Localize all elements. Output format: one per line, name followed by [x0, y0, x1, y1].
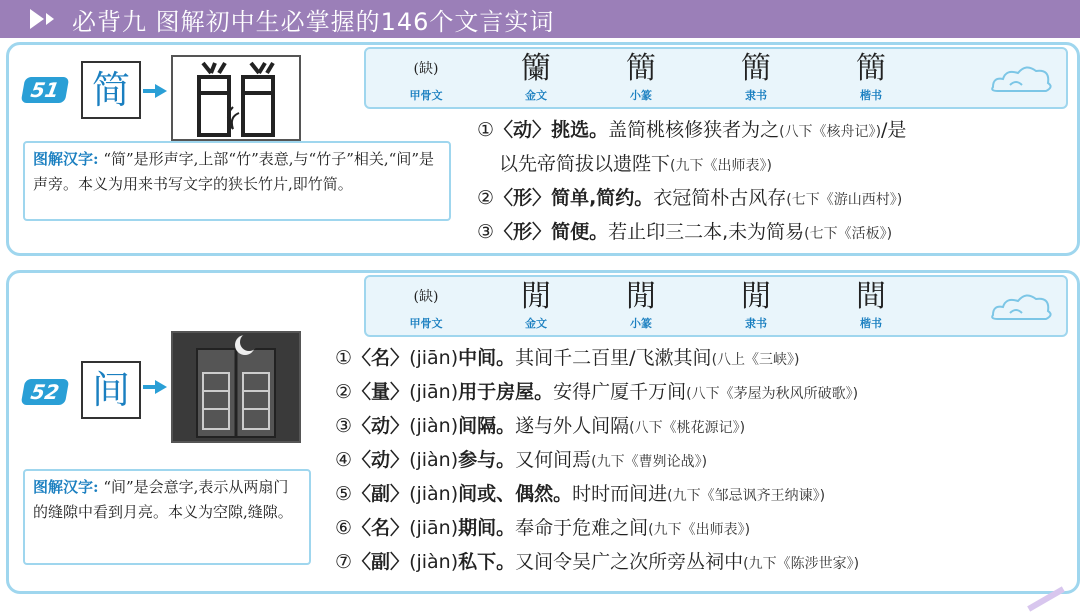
script-forms-bar: [364, 275, 1068, 337]
script-clerical: [716, 279, 796, 331]
script-glyph: 閒: [521, 279, 551, 314]
play-small-icon: [46, 13, 54, 25]
def-example: 衣冠简朴古风存: [653, 187, 787, 209]
definition-row: 以先帝简拔以遗陛下(九下《出师表》): [499, 153, 772, 175]
script-label: 甲骨文: [409, 317, 443, 330]
def-tail: /是: [881, 119, 907, 141]
bamboo-slip-pictograph: [171, 55, 301, 141]
definition-row: ⑦〈副〉(jiàn)私下。又间令吴广之次所旁丛祠中(九下《陈涉世家》): [335, 551, 860, 573]
def-example: 以先帝简拔以遗陛下: [499, 153, 671, 175]
def-pinyin: (jiān): [409, 347, 459, 369]
def-source: 九下《曹刿论战》: [596, 454, 702, 470]
arrow-right-icon: [155, 380, 167, 394]
def-pos: 〈动〉: [352, 415, 410, 437]
def-pos: 〈形〉: [494, 221, 552, 243]
script-label: 隶书: [745, 89, 767, 102]
def-meaning: 参与。: [458, 449, 516, 471]
cloud-icon: [988, 285, 1058, 325]
def-pos: 〈副〉: [352, 483, 410, 505]
arrow-line: [143, 89, 155, 93]
script-bronze: [496, 279, 576, 331]
def-example: 时时而间进: [572, 483, 668, 505]
def-number: ③: [335, 415, 353, 437]
definition-row: ⑤〈副〉(jiàn)间或、偶然。时时而间进(九下《邹忌讽齐王纳谏》): [335, 483, 826, 505]
explanation-heading: 图解汉字:: [33, 150, 99, 168]
script-label: 甲骨文: [409, 89, 443, 102]
explanation-text: “间”是会意字,表示从两扇门的缝隙中看到月亮。本义为空隙,缝隙。: [33, 478, 293, 521]
definition-row: ①〈名〉(jiān)中间。其间千二百里/飞漱其间(八上《三峡》): [335, 347, 800, 369]
def-meaning: 用于房屋。: [458, 381, 554, 403]
def-pos: 〈量〉: [352, 381, 410, 403]
def-number: ⑦: [335, 551, 353, 573]
def-example: 安得广厦千万间: [553, 381, 687, 403]
definition-row: ③〈形〉简便。若止印三二本,未为简易(七下《活板》): [477, 221, 893, 243]
def-number: ①: [477, 119, 495, 141]
def-example: 又何间焉: [515, 449, 592, 471]
script-glyph: 簡: [741, 51, 771, 86]
definitions-list: [335, 341, 859, 579]
def-number: ②: [335, 381, 353, 403]
script-glyph: (缺): [413, 61, 439, 77]
definition-row: ②〈形〉简单,简约。衣冠简朴古风存(七下《游山西村》): [477, 187, 903, 209]
def-source: 八上《三峡》: [717, 352, 795, 368]
def-example: 若止印三二本,未为简易: [608, 221, 805, 243]
script-bronze: [496, 51, 576, 103]
script-regular: [831, 51, 911, 103]
def-meaning: 间或、偶然。: [458, 483, 573, 505]
def-source: 八下《桃花源记》: [634, 420, 740, 436]
def-source: 九下《邹忌讽齐王纳谏》: [672, 488, 820, 504]
def-pos: 〈动〉: [494, 119, 552, 141]
cloud-icon: [988, 57, 1058, 97]
play-icon: [30, 9, 44, 29]
door-moon-pictograph: [171, 331, 301, 443]
def-meaning: 简便。: [551, 221, 609, 243]
def-example: 盖简桃核修狭者为之: [608, 119, 780, 141]
entry-number-badge: 51: [21, 77, 70, 103]
script-label: 金文: [525, 89, 547, 102]
definitions-list: [477, 113, 906, 249]
def-pos: 〈动〉: [352, 449, 410, 471]
headword-char: 简: [81, 61, 141, 119]
def-meaning: 私下。: [458, 551, 516, 573]
def-meaning: 挑选。: [551, 119, 609, 141]
definition-row: ②〈量〉(jiān)用于房屋。安得广厦千万间(八下《茅屋为秋风所破歌》): [335, 381, 859, 403]
def-source: 九下《出师表》: [653, 522, 745, 538]
definition-row: ③〈动〉(jiàn)间隔。遂与外人间隔(八下《桃花源记》): [335, 415, 746, 437]
def-pos: 〈名〉: [352, 517, 410, 539]
def-example: 又间令吴广之次所旁丛祠中: [515, 551, 744, 573]
header-bar: [0, 0, 1080, 38]
def-example: 奉命于危难之间: [515, 517, 649, 539]
entry-panel-51: [6, 42, 1080, 256]
script-label: 金文: [525, 317, 547, 330]
script-label: 楷书: [860, 317, 882, 330]
def-pinyin: (jiàn): [409, 551, 459, 573]
def-number: ④: [335, 449, 353, 471]
script-forms-bar: [364, 47, 1068, 109]
def-source: 七下《活板》: [809, 226, 887, 242]
def-source: 九下《陈涉世家》: [748, 556, 854, 572]
script-glyph: (缺): [413, 289, 439, 305]
script-seal: [601, 51, 681, 103]
def-number: ⑥: [335, 517, 353, 539]
def-example: 遂与外人间隔: [515, 415, 630, 437]
script-label: 楷书: [860, 89, 882, 102]
arrow-right-icon: [155, 84, 167, 98]
script-label: 隶书: [745, 317, 767, 330]
script-regular: [831, 279, 911, 331]
def-number: ①: [335, 347, 353, 369]
def-pinyin: (jiàn): [409, 483, 459, 505]
explanation-box: [23, 141, 451, 221]
script-label: 小篆: [630, 317, 652, 330]
def-meaning: 中间。: [458, 347, 516, 369]
def-source: 八下《核舟记》: [784, 124, 876, 140]
explanation-box: [23, 469, 311, 565]
script-glyph: 簡: [626, 51, 656, 86]
definition-row: ④〈动〉(jiàn)参与。又何间焉(九下《曹刿论战》): [335, 449, 708, 471]
def-pinyin: (jiàn): [409, 449, 459, 471]
def-number: ②: [477, 187, 495, 209]
definition-row: ⑥〈名〉(jiān)期间。奉命于危难之间(九下《出师表》): [335, 517, 751, 539]
script-glyph: 簡: [856, 51, 886, 86]
def-source: 八下《茅屋为秋风所破歌》: [691, 386, 853, 402]
def-meaning: 简单,简约。: [551, 187, 654, 209]
def-example: 其间千二百里/飞漱其间: [515, 347, 712, 369]
script-label: 小篆: [630, 89, 652, 102]
arrow-line: [143, 385, 155, 389]
script-glyph: 閒: [626, 279, 656, 314]
script-glyph: 間: [856, 279, 886, 314]
entry-number-badge: 52: [21, 379, 70, 405]
script-glyph: 閒: [741, 279, 771, 314]
script-clerical: [716, 51, 796, 103]
script-oracle: [386, 279, 466, 331]
def-pinyin: (jiān): [409, 381, 459, 403]
def-pos: 〈名〉: [352, 347, 410, 369]
explanation-text: “简”是形声字,上部“竹”表意,与“竹子”相关,“间”是声旁。本义为用来书写文字的狭长竹片,即竹简。: [33, 150, 434, 193]
def-number: ③: [477, 221, 495, 243]
def-number: ⑤: [335, 483, 353, 505]
def-pinyin: (jiān): [409, 517, 459, 539]
explanation-heading: 图解汉字:: [33, 478, 99, 496]
definition-row: ①〈动〉挑选。盖简桃核修狭者为之(八下《核舟记》)/是: [477, 119, 907, 141]
def-source: 七下《游山西村》: [791, 192, 897, 208]
def-pos: 〈形〉: [494, 187, 552, 209]
script-oracle: [386, 51, 466, 103]
headword-char: 间: [81, 361, 141, 419]
def-pos: 〈副〉: [352, 551, 410, 573]
def-meaning: 期间。: [458, 517, 516, 539]
def-meaning: 间隔。: [458, 415, 516, 437]
page-title: 必背九 图解初中生必掌握的146个文言实词: [72, 7, 555, 36]
def-source: 九下《出师表》: [675, 158, 767, 174]
script-glyph: 籣: [521, 51, 551, 86]
script-seal: [601, 279, 681, 331]
entry-panel-52: [6, 270, 1080, 594]
def-pinyin: (jiàn): [409, 415, 459, 437]
